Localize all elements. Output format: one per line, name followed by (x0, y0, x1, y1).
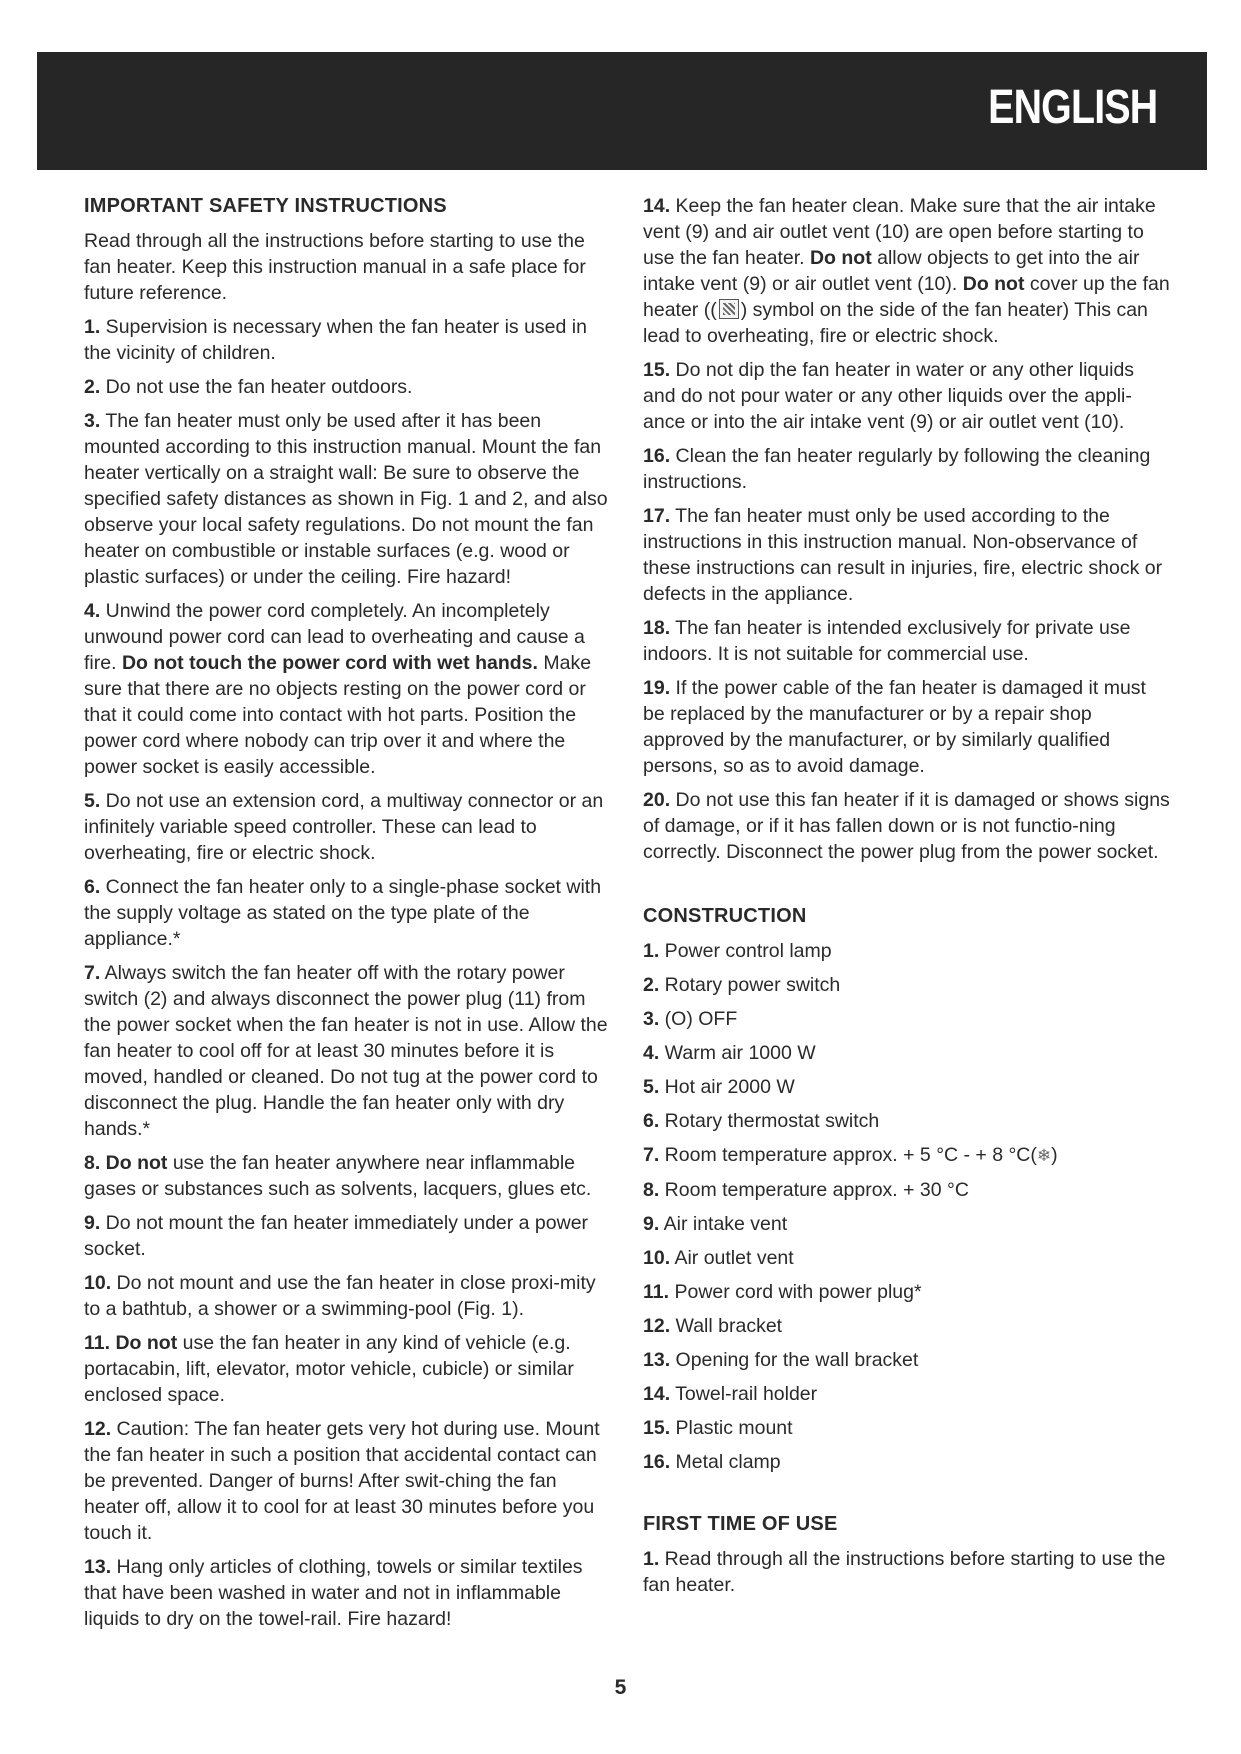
left-column (84, 193, 612, 1640)
item-number: 1. (643, 1548, 660, 1570)
item-text: Do not mount the fan heater immediately under a power socket. (84, 1212, 589, 1260)
item-text: Hot air 2000 W (659, 1076, 795, 1098)
item-number: 9. (84, 1212, 101, 1234)
construction-item (643, 1449, 1171, 1475)
item-number: 5. (84, 790, 101, 812)
item-text: Caution: The fan heater gets very hot during use. Mount the fan heater in such a position that accidental contact can be prevented. Danger of burns! After swit-ching the fan heater off, allow it to cool for at least 30 minutes before you touch it. (84, 1418, 600, 1544)
item-text: Towel-rail holder (670, 1383, 818, 1405)
item-number: 1. (643, 940, 660, 962)
item-text: use the fan heater in any kind of vehicle (e.g. portacabin, lift, elevator, motor vehicle, cubicle) or similar enclosed space. (84, 1332, 574, 1406)
construction-item (643, 1108, 1171, 1134)
safety-item (84, 874, 612, 952)
item-number: 11. (84, 1332, 111, 1354)
construction-item (643, 1313, 1171, 1339)
section-spacer (643, 873, 1171, 903)
section-spacer (643, 1483, 1171, 1511)
item-number: 17. (643, 505, 671, 527)
construction-item (643, 1381, 1171, 1407)
safety-item (84, 1330, 612, 1408)
construction-item (643, 1177, 1171, 1203)
item-text: Unwind the power cord completely. An incompletely unwound power cord can lead to overheating and cause a fire. (84, 600, 585, 674)
item-number: 2. (643, 974, 660, 996)
safety-item (84, 374, 612, 400)
item-number: 5. (643, 1076, 660, 1098)
item-number: 3. (84, 410, 101, 432)
item-number: 16. (643, 445, 671, 467)
item-number: 6. (643, 1110, 660, 1132)
item-number: 8. (643, 1179, 660, 1201)
item-text: Do not use the fan heater outdoors. (100, 376, 413, 398)
first-use-heading: FIRST TIME OF USE (643, 1513, 838, 1535)
construction-item (643, 1211, 1171, 1237)
item-number: 6. (84, 876, 101, 898)
item-text: (O) OFF (659, 1008, 738, 1030)
item-text: Make sure that there are no objects resting on the power cord or that it could come into contact with hot parts. Position the power cord where nobody can trip over it and where the power socket is easily accessible. (84, 652, 592, 778)
item-number: 4. (84, 600, 101, 622)
item-number: 12. (84, 1418, 112, 1440)
item-text: use the fan heater anywhere near inflammable gases or substances such as solvents, lacquers, glues etc. (84, 1152, 592, 1200)
safety-item (84, 1270, 612, 1322)
item-number: 7. (84, 962, 101, 984)
item-warning: Do not (110, 1332, 178, 1354)
item-text: Read through all the instructions before starting to use the fan heater. (643, 1548, 1166, 1596)
construction-item (643, 972, 1171, 998)
item-number: 16. (643, 1451, 671, 1473)
safety-item (84, 598, 612, 780)
safety-intro: Read through all the instructions before starting to use the fan heater. Keep this instruction manual in a safe place for future reference. (84, 230, 586, 304)
construction-item (643, 1006, 1171, 1032)
construction-heading: CONSTRUCTION (643, 905, 807, 927)
item-number: 13. (643, 1349, 671, 1371)
item-text: Opening for the wall bracket (670, 1349, 919, 1371)
item-warning: Do not touch the power cord with wet hands. (121, 652, 538, 674)
safety-item (84, 1416, 612, 1546)
item-number: 3. (643, 1008, 660, 1030)
construction-item (643, 938, 1171, 964)
safety-item (84, 960, 612, 1142)
item-number: 1. (84, 316, 101, 338)
snowflake-icon: ❄ (1036, 1146, 1052, 1165)
safety-item (643, 675, 1171, 779)
construction-item (643, 1347, 1171, 1373)
item-text: Do not mount and use the fan heater in close proxi-mity to a bathtub, a shower or a swimming-pool (Fig. 1). (84, 1272, 596, 1320)
item-text: Keep the fan heater clean. Make sure that the air intake vent (9) and air outlet vent (10) are open before starting to use the fan heater. (643, 195, 1156, 269)
item-text: ) symbol on the side of the fan heater) This can lead to overheating, fire or electric shock. (643, 299, 1148, 347)
item-text: Room temperature approx. + 30 °C (659, 1179, 969, 1201)
item-number: 11. (643, 1281, 670, 1303)
language-title: ENGLISH (987, 81, 1157, 134)
construction-item (643, 1142, 1171, 1169)
safety-item (643, 615, 1171, 667)
item-text: The fan heater must only be used after it has been mounted according to this instruction manual. Mount the fan heater vertically on a straight wall: Be sure to observe the specified safety distances as shown in Fig. 1 and 2, and also observe your local safety regulations. Do not mount the fan heater on combustible or instable surfaces (e.g. wood or plastic surfaces) or under the ceiling. Fire hazard! (84, 410, 608, 588)
item-number: 19. (643, 677, 671, 699)
item-text: Air outlet vent (670, 1247, 794, 1269)
page-number: 5 (614, 1676, 627, 1699)
safety-item (643, 443, 1171, 495)
item-number: 18. (643, 617, 671, 639)
safety-item (643, 503, 1171, 607)
item-text: Supervision is necessary when the fan heater is used in the vicinity of children. (84, 316, 587, 364)
safety-item (84, 1150, 612, 1202)
item-text: Connect the fan heater only to a single-phase socket with the supply voltage as stated on the type plate of the appliance.* (84, 876, 602, 950)
construction-item (643, 1074, 1171, 1100)
first-use-item (643, 1546, 1171, 1598)
item-number: 8. (84, 1152, 101, 1174)
construction-item (643, 1279, 1171, 1305)
item-text: Hang only articles of clothing, towels or similar textiles that have been washed in water and not in inflammable liquids to dry on the towel-rail. Fire hazard! (84, 1556, 583, 1630)
item-text: Clean the fan heater regularly by following the cleaning instructions. (643, 445, 1151, 493)
do-not-cover-icon (719, 299, 739, 319)
item-text: allow objects to get into the air intake vent (9) or air outlet vent (10). (643, 247, 1140, 295)
item-text: Room temperature approx. + 5 °C - + 8 °C( (659, 1144, 1037, 1166)
item-text: cover up the fan heater (( (643, 273, 1170, 321)
construction-list (643, 938, 1171, 1475)
item-text: Air intake vent (659, 1213, 788, 1235)
item-text: Rotary power switch (659, 974, 841, 996)
construction-item (643, 1415, 1171, 1441)
safety-item (84, 1210, 612, 1262)
item-number: 4. (643, 1042, 660, 1064)
item-text: Do not dip the fan heater in water or any other liquids and do not pour water or any other liquids over the appli-ance or into the air intake vent (9) or air outlet vent (10). (643, 359, 1135, 433)
item-text: Power control lamp (659, 940, 832, 962)
item-text: Do not use this fan heater if it is damaged or shows signs of damage, or if it has fallen down or is not functio-ning correctly. Disconnect the power plug from the power socket. (643, 789, 1170, 863)
item-text: Metal clamp (670, 1451, 781, 1473)
item-number: 12. (643, 1315, 671, 1337)
item-number: 15. (643, 359, 671, 381)
construction-item (643, 1040, 1171, 1066)
item-number: 15. (643, 1417, 671, 1439)
item-text: Do not use an extension cord, a multiway connector or an infinitely variable speed controller. These can lead to overheating, fire or electric shock. (84, 790, 604, 864)
item-text: The fan heater is intended exclusively for private use indoors. It is not suitable for commercial use. (643, 617, 1131, 665)
item-text: If the power cable of the fan heater is damaged it must be replaced by the manufacturer or by a repair shop approved by the manufacturer, or by similarly qualified persons, so as to avoid damage. (643, 677, 1146, 777)
item-number: 14. (643, 195, 671, 217)
item-number: 14. (643, 1383, 671, 1405)
item-number: 13. (84, 1556, 112, 1578)
safety-item (84, 314, 612, 366)
item-number: 9. (643, 1213, 660, 1235)
language-header-bar (37, 52, 1207, 170)
item-text: Rotary thermostat switch (659, 1110, 880, 1132)
right-column (643, 193, 1171, 1606)
safety-item (84, 788, 612, 866)
item-text: Wall bracket (670, 1315, 783, 1337)
item-warning: Do not (809, 247, 872, 269)
safety-heading: IMPORTANT SAFETY INSTRUCTIONS (84, 195, 447, 217)
safety-item (84, 1554, 612, 1632)
item-number: 7. (643, 1144, 660, 1166)
item-text: Warm air 1000 W (659, 1042, 816, 1064)
item-text: Plastic mount (670, 1417, 793, 1439)
item-number: 20. (643, 789, 671, 811)
item-number: 10. (84, 1272, 112, 1294)
safety-item (84, 408, 612, 590)
construction-item (643, 1245, 1171, 1271)
item-number: 2. (84, 376, 101, 398)
safety-item (643, 787, 1171, 865)
item-text: Always switch the fan heater off with the rotary power switch (2) and always disconnect the power plug (11) from the power socket when the fan heater is not in use. Allow the fan heater to cool off for at least 30 minutes before it is moved, handled or cleaned. Do not tug at the power cord to disconnect the plug. Handle the fan heater only with dry hands.* (84, 962, 608, 1140)
safety-item (643, 357, 1171, 435)
item-warning: Do not (962, 273, 1025, 295)
item-text: ) (1051, 1144, 1058, 1166)
item-warning: Do not (100, 1152, 168, 1174)
item-text: Power cord with power plug* (669, 1281, 922, 1303)
item-text: The fan heater must only be used according to the instructions in this instruction manual. Non-observance of these instructions can result in injuries, fire, electric shock or defects in the appliance. (643, 505, 1163, 605)
item-number: 10. (643, 1247, 671, 1269)
safety-item (643, 193, 1171, 349)
